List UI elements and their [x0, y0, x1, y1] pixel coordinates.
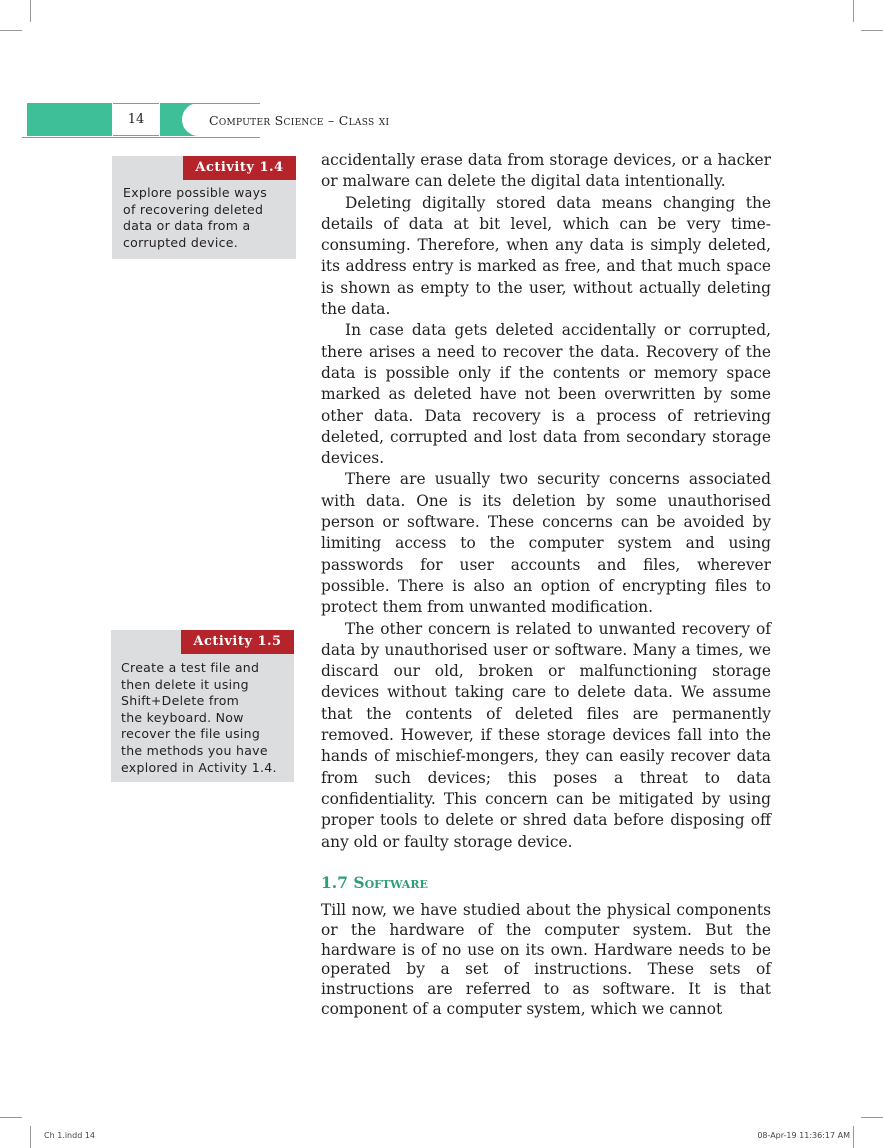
activity-line: corrupted device.	[123, 234, 239, 250]
section-number: 1.7	[321, 873, 348, 892]
page-number: 14	[127, 112, 145, 127]
body-paragraph: In case data gets deleted accidentally or corrupted, there arises a need to recover the data. Recovery of the data is possible only if the contents or memory space marked as deleted have not been overwritten by some other data. Data recovery is a process of retrieving deleted, corrupted and lost data from secondary storage devices.	[321, 321, 771, 468]
activity-line: then delete it using	[121, 676, 249, 692]
activity-text-1-5	[121, 660, 277, 776]
activity-line: of recovering deleted	[123, 201, 264, 217]
book-title: Computer Science – Class xi	[209, 113, 390, 128]
section-title: Software	[353, 873, 428, 892]
body-paragraph: The other concern is related to unwanted recovery of data by unauthorised user or software. Many a times, we discard our old, broken or malfunctioning storage devices without taking care to delete data. We assume that the contents of deleted files are permanently removed. However, if these storage devices fall into the hands of mischief-mongers, they can easily recover data from such devices; this poses a threat to data confidentiality. This concern can be mitigated by using proper tools to delete or shred data before disposing off any old or faulty storage device.	[321, 619, 771, 851]
crop-mark	[853, 0, 854, 22]
activity-text-1-4	[123, 185, 267, 251]
crop-mark	[30, 0, 31, 22]
section-heading	[321, 873, 428, 892]
crop-mark	[30, 1126, 31, 1148]
activity-line: Explore possible ways	[123, 185, 268, 200]
crop-mark	[861, 1117, 883, 1118]
activity-line: explored in Activity 1.4.	[121, 759, 277, 775]
header-color-band	[27, 103, 112, 136]
crop-mark	[0, 1117, 22, 1118]
footer-file-slug: Ch 1.indd 14	[44, 1131, 96, 1140]
footer-timestamp: 08-Apr-19 11:36:17 AM	[757, 1131, 850, 1140]
activity-line: recover the file using	[121, 726, 261, 742]
body-paragraph: There are usually two security concerns associated with data. One is its deletion by some unauthorised person or software. These concerns can be avoided by limiting access to the computer system and using passwords for user accounts and files, wherever possible. There is also an option of encrypting files to protect them from unwanted modification.	[321, 470, 771, 617]
activity-line: Shift+Delete from	[121, 693, 240, 709]
activity-line: the methods you have	[121, 742, 268, 758]
header-rule-top	[182, 103, 260, 104]
activity-line: Create a test file and	[121, 660, 260, 675]
crop-mark	[861, 30, 883, 31]
activity-line: the keyboard. Now	[121, 709, 244, 725]
header-rule-bottom	[22, 137, 260, 138]
activity-label-1-4: Activity 1.4	[183, 156, 296, 180]
body-paragraph: accidentally erase data from storage devices, or a hacker or malware can delete the digital data intentionally.	[321, 151, 771, 191]
activity-label-1-5: Activity 1.5	[181, 630, 294, 654]
section-paragraph: Till now, we have studied about the physical components or the hardware of the computer system. But the hardware is of no use on its own. Hardware needs to be operated by a set of instructions. These sets of instructions are referred to as software. It is that component of a computer system, which we cannot	[321, 901, 771, 1018]
body-text	[321, 150, 771, 853]
body-paragraph: Deleting digitally stored data means changing the details of data at bit level, which can be very time-consuming. Therefore, when any data is simply deleted, its address entry is marked as free, and that much space is shown as empty to the user, without actually deleting the data.	[321, 193, 771, 319]
activity-line: data or data from a	[123, 218, 251, 234]
crop-mark	[0, 30, 22, 31]
crop-mark	[853, 1126, 854, 1148]
section-body	[321, 901, 771, 1020]
